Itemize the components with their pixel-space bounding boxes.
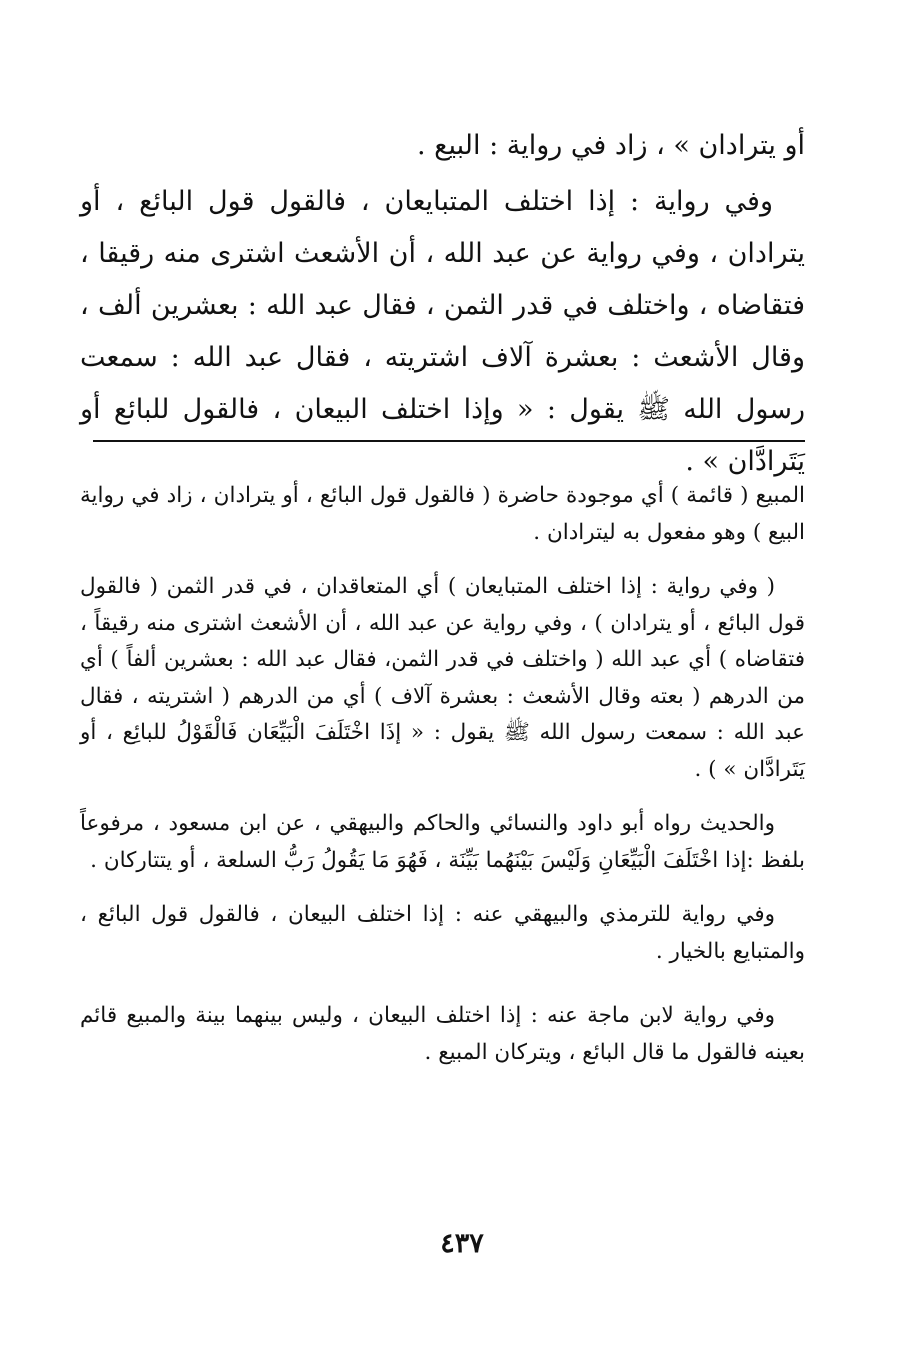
main-text-block bbox=[80, 120, 805, 488]
commentary-paragraph-3: والحديث رواه أبو داود والنسائي والحاكم والبيهقي ، عن ابن مسعود ، مرفوعاً بلفظ :إذا اخْتَلَفَ الْبَيِّعَانِ وَلَيْسَ بَيْنَهُما بَيِّنَة ، فَهُوَ مَا يَقُولُ رَبُّ السلعة ، أو يتتاركان . bbox=[80, 811, 805, 873]
page-number: ٤٣٧ bbox=[440, 1228, 484, 1259]
commentary-paragraph-1: المبيع ( قائمة ) أي موجودة حاضرة ( فالقول قول البائع ، أو يترادان ، زاد في رواية البيع ) وهو مفعول به ليترادان . bbox=[80, 483, 805, 545]
main-continuation-text: أو يترادان » ، زاد في رواية : البيع . bbox=[416, 130, 805, 161]
commentary-paragraph-5: وفي رواية لابن ماجة عنه : إذا اختلف البيعان ، وليس بينهما بينة والمبيع قائم بعينه فالقول ما قال البائع ، ويتركان المبيع . bbox=[80, 1003, 805, 1065]
commentary-paragraph-2: ( وفي رواية : إذا اختلف المتبايعان ) أي المتعاقدان ، في قدر الثمن ( فالقول قول البائع ، أو يترادان ) ، وفي رواية عن عبد الله ، أن الأشعث اشترى منه رقيقاً ، فتقاضاه ) أي عبد الله ( واختلف في قدر الثمن، فقال عبد الله : بعشرين ألفاً ) أي من الدرهم ( بعته وقال الأشعث : بعشرة آلاف ) أي من الدرهم ( اشتريته ، فقال عبد الله : سمعت رسول الله ﷺ يقول : « إذَا اخْتَلَفَ الْبَيِّعَان فَالْقَوْلُ للبائِع ، أو يَتَرادَّان » ) . bbox=[80, 574, 805, 782]
footnote-separator-line bbox=[93, 440, 805, 442]
main-paragraph: وفي رواية : إذا اختلف المتبايعان ، فالقول قول البائع ، أو يترادان ، وفي رواية عن عبد الله ، أن الأشعث اشترى منه رقيقا ، فتقاضاه ، واختلف في قدر الثمن ، فقال عبد الله : بعشرين ألف ، وقال الأشعث : بعشرة آلاف اشتريته ، فقال عبد الله : سمعت رسول الله ﷺ يقول : « وإذا اختلف البيعان ، فالقول للبائع أو يَتَرادَّان » . bbox=[80, 186, 805, 477]
commentary-paragraph-4: وفي رواية للترمذي والبيهقي عنه : إذا اختلف البيعان ، فالقول قول البائع ، والمتبايع بالخيار . bbox=[80, 902, 805, 964]
commentary-block bbox=[80, 478, 805, 1089]
